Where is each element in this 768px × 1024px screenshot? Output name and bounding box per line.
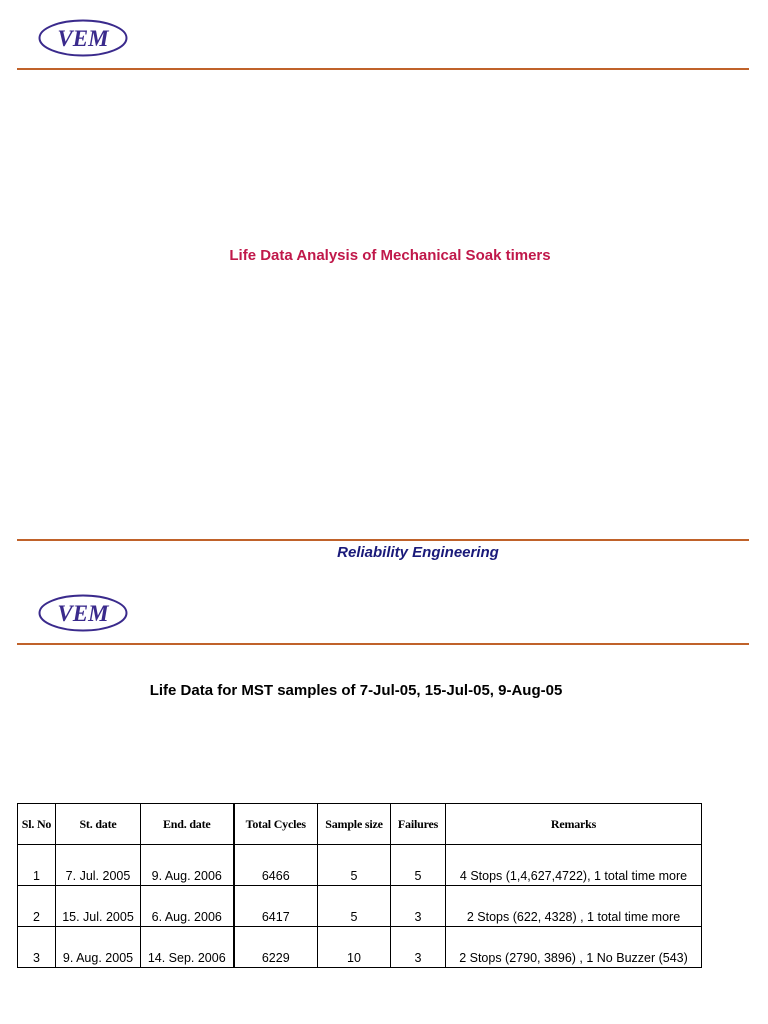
logo-text: VEM [57, 601, 109, 626]
cell-remarks: 2 Stops (2790, 3896) , 1 No Buzzer (543) [446, 927, 702, 968]
cell-failures: 5 [391, 845, 446, 886]
footer-rule [17, 539, 749, 541]
cell-start-date: 15. Jul. 2005 [56, 886, 141, 927]
table-row [18, 845, 702, 886]
cell-sl-no: 1 [18, 845, 56, 886]
column-header-sample-size: Sample size [318, 804, 391, 845]
column-header-sl-no: Sl. No [18, 804, 56, 845]
column-header-total-cycles: Total Cycles [234, 804, 318, 845]
header-rule-2 [17, 643, 749, 645]
vem-logo-2 [38, 594, 128, 632]
logo-text: VEM [57, 26, 109, 51]
column-header-end-date: End. date [141, 804, 234, 845]
cell-failures: 3 [391, 886, 446, 927]
cell-total-cycles: 6229 [234, 927, 318, 968]
column-header-start-date: St. date [56, 804, 141, 845]
vem-logo [38, 19, 128, 57]
life-data-table [17, 803, 702, 968]
cell-end-date: 6. Aug. 2006 [141, 886, 234, 927]
cell-remarks: 4 Stops (1,4,627,4722), 1 total time more [446, 845, 702, 886]
cell-remarks: 2 Stops (622, 4328) , 1 total time more [446, 886, 702, 927]
table-header-row [18, 804, 702, 845]
cell-total-cycles: 6466 [234, 845, 318, 886]
cell-start-date: 7. Jul. 2005 [56, 845, 141, 886]
cell-start-date: 9. Aug. 2005 [56, 927, 141, 968]
table-row [18, 927, 702, 968]
cell-total-cycles: 6417 [234, 886, 318, 927]
cell-sl-no: 2 [18, 886, 56, 927]
table-row [18, 886, 702, 927]
column-header-remarks: Remarks [446, 804, 702, 845]
cell-sl-no: 3 [18, 927, 56, 968]
cell-failures: 3 [391, 927, 446, 968]
column-header-failures: Failures [391, 804, 446, 845]
slide-title-2: Life Data for MST samples of 7-Jul-05, 15-Jul-05, 9-Aug-05 [149, 682, 563, 699]
header-rule [17, 68, 749, 70]
slide-title: Life Data Analysis of Mechanical Soak timers [229, 247, 551, 264]
cell-sample-size: 5 [318, 845, 391, 886]
cell-sample-size: 10 [318, 927, 391, 968]
cell-sample-size: 5 [318, 886, 391, 927]
cell-end-date: 9. Aug. 2006 [141, 845, 234, 886]
cell-end-date: 14. Sep. 2006 [141, 927, 234, 968]
footer-text: Reliability Engineering [337, 544, 499, 561]
